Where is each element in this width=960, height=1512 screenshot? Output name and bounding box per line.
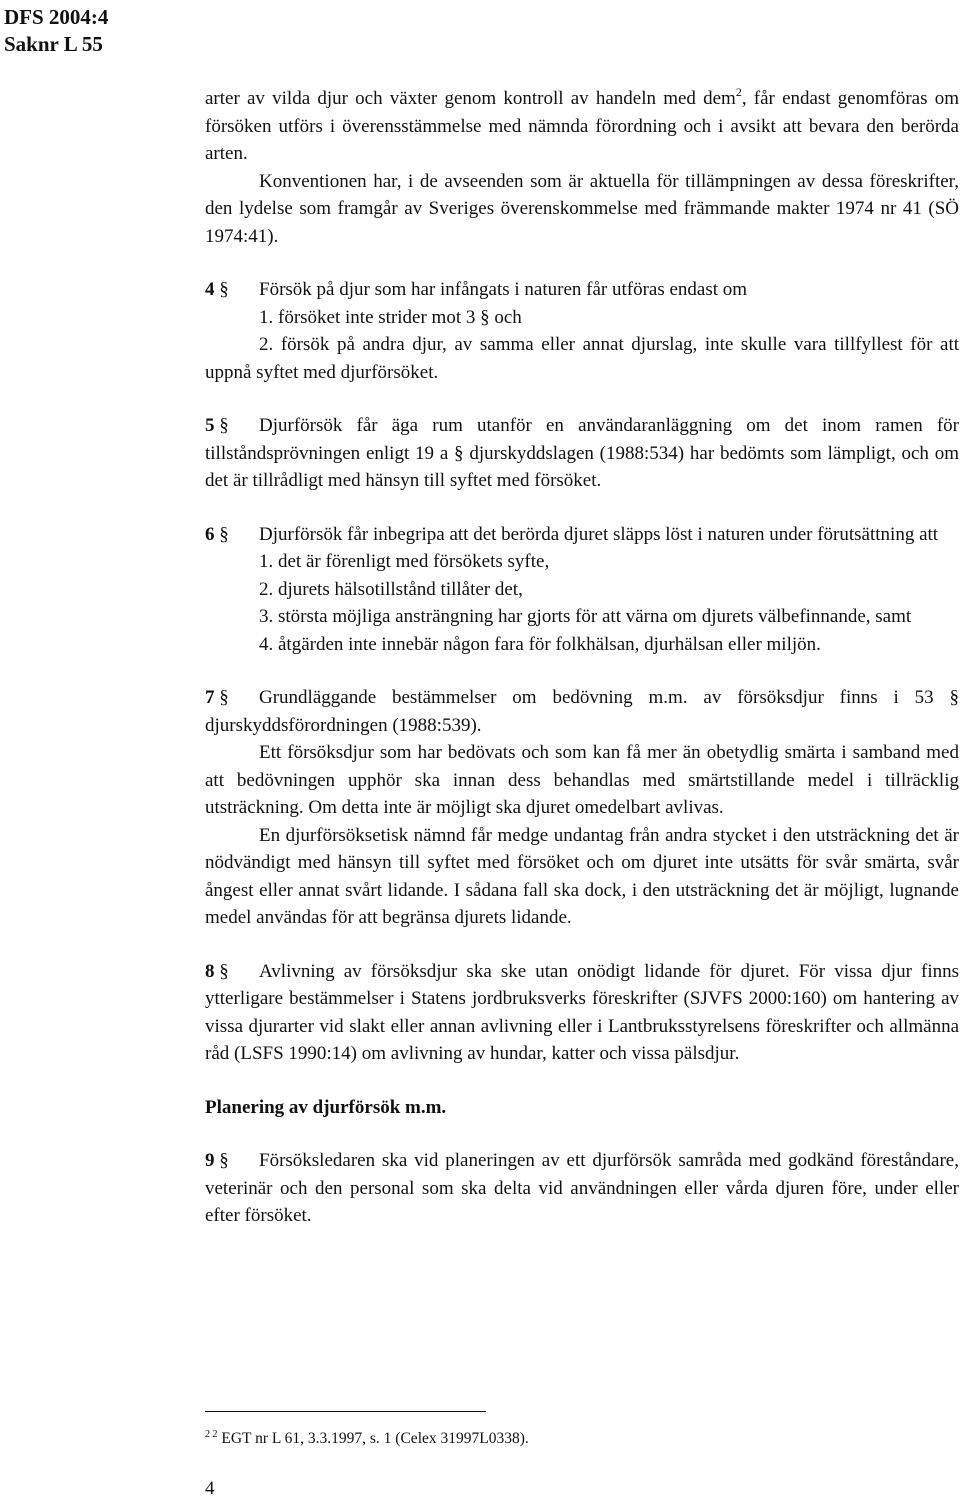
footnote [205, 1424, 529, 1450]
section-7-paragraph-3: En djurförsöksetisk nämnd får medge undantag från andra stycket i den utsträckning det är nödvändigt med hänsyn till syftet med försöket och om djuret inte utsätts för svår smärta, svår ångest eller annat svårt lidande. I sådana fall ska dock, i den utsträckning det är möjligt, lugnande medel användas för att begränsa djurets lidande. [205, 824, 959, 928]
section-4-item-2: 2. försök på andra djur, av samma eller annat djurslag, inte skulle vara tillfyllest för att uppnå syftet med djurförsöket. [205, 334, 959, 383]
intro-text-a: arter av vilda djur och växter genom kontroll av handeln med dem [205, 88, 736, 109]
footnote-text: EGT nr L 61, 3.3.1997, s. 1 (Celex 31997L0338). [221, 1430, 529, 1447]
section-5-text: Djurförsök får äga rum utanför en användaranläggning om det inom ramen för tillståndsprövningen enligt 19 a § djurskyddslagen (1988:534) har bedömts som lämpligt, och om det är tillrådligt med hänsyn till syftet med försöket. [205, 415, 959, 491]
section-5 [205, 412, 959, 495]
section-9-number: 9 § [205, 1150, 229, 1171]
intro-paragraph-1 [205, 79, 959, 168]
section-7-text: Grundläggande bestämmelser om bedövning m.m. av försöksdjur finns i 53 § djurskyddsförordningen (1988:539). [205, 687, 959, 736]
section-6-item-4: 4. åtgärden inte innebär någon fara för folkhälsan, djurhälsan eller miljön. [259, 633, 821, 655]
intro-text-b: , får endast genomföras om försöken utförs i överensstämmelse med nämnda förordning och i avsikt att bevara den berörda arten. [205, 88, 959, 164]
body-text [205, 79, 959, 1230]
section-8-text: Avlivning av försöksdjur ska ske utan onödigt lidande för djuret. För vissa djur finns ytterligare bestämmelser i Statens jordbruksverks föreskrifter (SJVFS 2000:160) om hantering av vissa djurarter vid slakt eller annan avlivning eller i Lantbruksstyrelsens föreskrifter och allmänna råd (LSFS 1990:14) om avlivning av hundar, katter och vissa pälsdjur. [205, 960, 959, 1064]
section-7 [205, 684, 959, 739]
header-dfs-number: DFS 2004:4 [4, 5, 109, 29]
section-6 [205, 521, 959, 549]
section-9-text: Försöksledaren ska vid planeringen av ett djurförsök samråda med godkänd föreståndare, veterinär och den personal som ska delta vid användningen eller vårda djuren före, under eller efter försöket. [205, 1150, 959, 1226]
section-4-text: Försök på djur som har infångats i naturen får utföras endast om [259, 279, 748, 300]
section-4-number: 4 § [205, 279, 229, 300]
section-7-number: 7 § [205, 687, 229, 708]
section-4 [205, 276, 959, 304]
section-6-item-2: 2. djurets hälsotillstånd tillåter det, [259, 578, 523, 600]
section-heading: Planering av djurförsök m.m. [205, 1096, 447, 1118]
section-5-number: 5 § [205, 415, 229, 436]
section-6-number: 6 § [205, 523, 229, 545]
header-saknr: Saknr L 55 [4, 32, 103, 56]
section-4-item-1: 1. försöket inte strider mot 3 § och [259, 306, 522, 328]
section-7-paragraph-2: Ett försöksdjur som har bedövats och som kan få mer än obetydlig smärta i samband med att bedövningen upphör ska innan dess behandlas med smärtstillande medel i tillräcklig utsträckning. Om detta inte är möjligt ska djuret omedelbart avlivas. [205, 742, 959, 818]
intro-paragraph-2: Konventionen har, i de avseenden som är aktuella för tillämpningen av dessa föreskrifter, den lydelse som framgår av Sveriges överenskommelse med främmande makter 1974 nr 41 (SÖ 1974:41). [205, 170, 959, 247]
section-9 [205, 1147, 959, 1230]
footnote-divider [205, 1411, 486, 1412]
section-8 [205, 958, 959, 1068]
footnote-ref: 2 [735, 85, 742, 99]
page-number: 4 [205, 1478, 215, 1499]
footnote-marker: 2 2 [205, 1429, 218, 1440]
section-6-item-3: 3. största möjliga ansträngning har gjorts för att värna om djurets välbefinnande, samt [259, 606, 912, 627]
section-6-text: Djurförsök får inbegripa att det berörda djuret släpps löst i naturen under förutsättning att [259, 523, 939, 545]
section-8-number: 8 § [205, 960, 229, 982]
document-header [4, 4, 108, 58]
section-6-item-1: 1. det är förenligt med försökets syfte, [259, 551, 550, 572]
